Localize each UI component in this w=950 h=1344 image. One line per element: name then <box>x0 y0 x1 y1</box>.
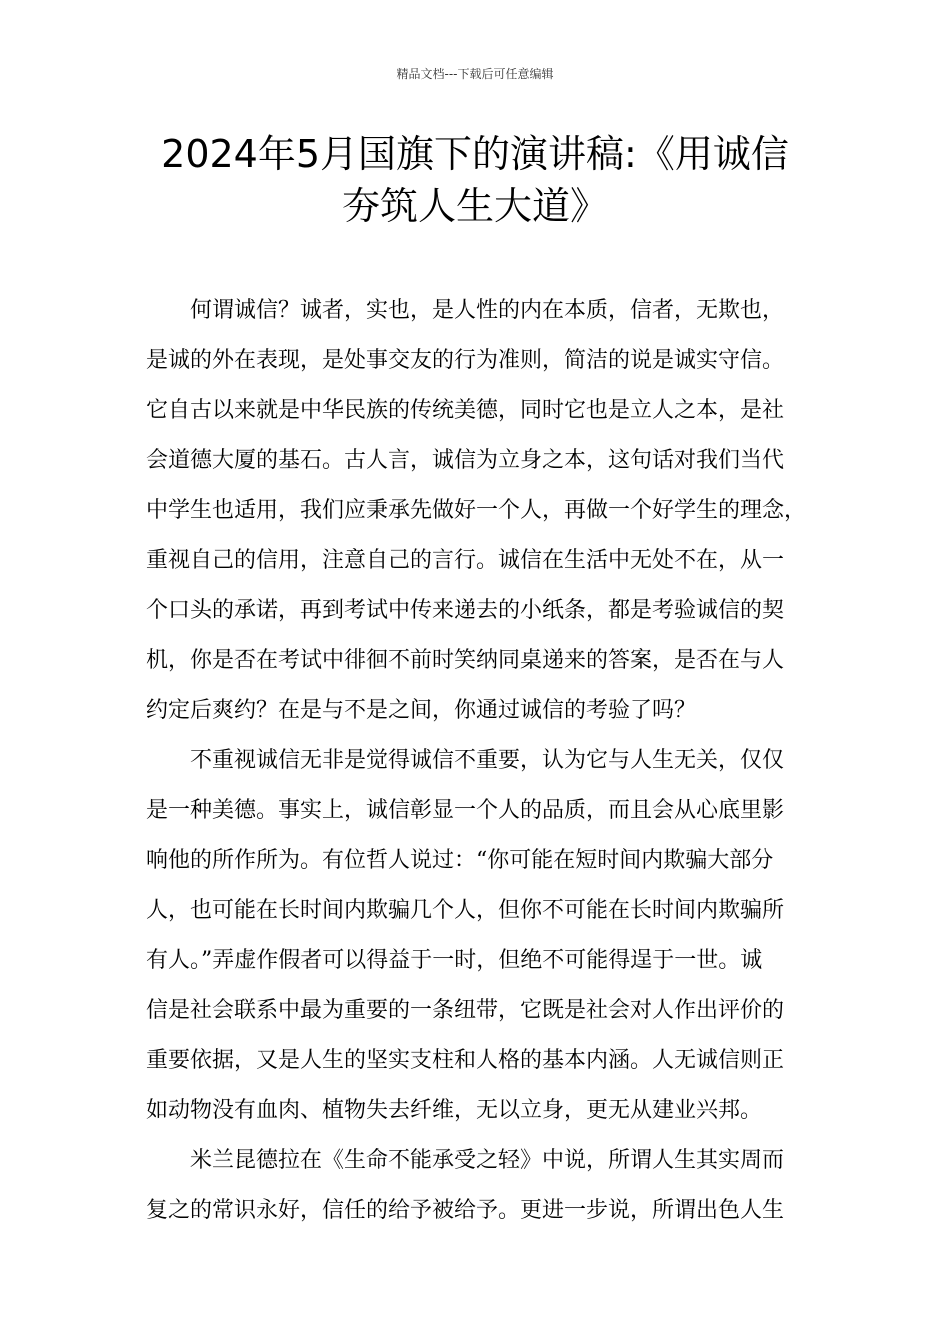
text-line: 中学生也适用，我们应秉承先做好一个人，再做一个好学生的理念， <box>146 498 807 523</box>
text-line: 机，你是否在考试中徘徊不前时笑纳同桌递来的答案，是否在与人 <box>146 648 785 673</box>
title-line-1: 2024年5月国旗下的演讲稿:《用诚信 <box>161 132 789 176</box>
text-line: 有人。”弄虚作假者可以得益于一时，但绝不可能得逞于一世。诚 <box>146 948 763 973</box>
page-header: 精品文档---下载后可任意编辑 <box>396 67 554 81</box>
text-line: 个口头的承诺，再到考试中传来递去的小纸条，都是考验诚信的契 <box>146 598 785 623</box>
text-line: 如动物没有血肉、植物失去纤维，无以立身，更无从建业兴邦。 <box>146 1098 763 1123</box>
text-line: 信是社会联系中最为重要的一条纽带，它既是社会对人作出评价的 <box>146 998 785 1023</box>
paragraph-2 <box>146 736 826 1136</box>
text-line: 何谓诚信？诚者，实也，是人性的内在本质，信者，无欺也， <box>190 298 785 323</box>
text-line: 会道德大厦的基石。古人言，诚信为立身之本，这句话对我们当代 <box>146 448 785 473</box>
text-line: 它自古以来就是中华民族的传统美德，同时它也是立人之本，是社 <box>146 398 785 423</box>
text-line: 复之的常识永好，信任的给予被给予。更进一步说，所谓出色人生 <box>146 1198 785 1223</box>
text-line: 重视自己的信用，注意自己的言行。诚信在生活中无处不在，从一 <box>146 548 785 573</box>
text-line: 人，也可能在长时间内欺骗几个人，但你不可能在长时间内欺骗所 <box>146 898 785 923</box>
text-line: 是诚的外在表现，是处事交友的行为准则，简洁的说是诚实守信。 <box>146 348 785 373</box>
text-line: 米兰昆德拉在《生命不能承受之轻》中说，所谓人生其实周而 <box>190 1148 785 1173</box>
text-line: 重要依据，又是人生的坚实支柱和人格的基本内涵。人无诚信则正 <box>146 1048 785 1073</box>
text-line: 是一种美德。事实上，诚信彰显一个人的品质，而且会从心底里影 <box>146 798 785 823</box>
title-line-2: 夯筑人生大道》 <box>341 184 608 228</box>
text-line: 响他的所作所为。有位哲人说过：“你可能在短时间内欺骗大部分 <box>146 848 774 873</box>
text-line: 约定后爽约？在是与不是之间，你通过诚信的考验了吗？ <box>146 698 697 723</box>
paragraph-1 <box>146 286 826 736</box>
text-line: 不重视诚信无非是觉得诚信不重要，认为它与人生无关，仅仅 <box>190 748 785 773</box>
paragraph-3 <box>146 1136 826 1236</box>
document-body <box>146 286 826 1236</box>
document-title <box>120 128 830 232</box>
